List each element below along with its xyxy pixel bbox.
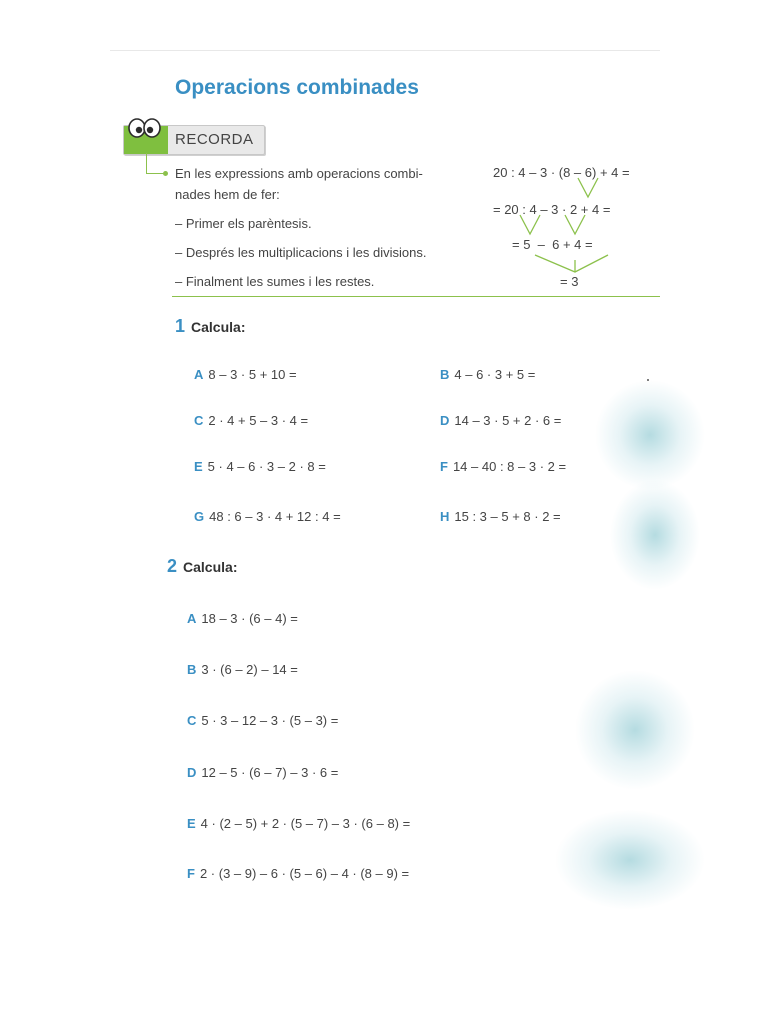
recorda-rule-item: – Després les multiplicacions i les divisions. (175, 245, 427, 260)
recorda-guide-dot (163, 171, 168, 176)
recorda-text-line: En les expressions amb operacions combi- (175, 166, 423, 181)
decorative-splash (575, 670, 695, 790)
item-expression: 14 – 3 · 5 + 2 · 6 = (454, 413, 562, 428)
example-step: 20 : 4 – 3 · (8 – 6) + 4 = (493, 165, 630, 180)
item-letter: D (187, 765, 197, 780)
exercise-1-item (440, 509, 561, 524)
decorative-splash (610, 480, 700, 590)
exercise-1-item (440, 413, 561, 428)
item-letter: B (187, 662, 197, 677)
exercise-1-item (194, 413, 308, 428)
item-expression: 14 – 40 : 8 – 3 · 2 = (452, 459, 567, 474)
item-expression: 8 – 3 · 5 + 10 = (208, 367, 297, 382)
item-letter: C (187, 713, 197, 728)
item-letter: G (194, 509, 205, 524)
item-expression: 2 · 4 + 5 – 3 · 4 = (208, 413, 309, 428)
exercise-1-item (194, 459, 326, 474)
recorda-text-line: nades hem de fer: (175, 187, 280, 202)
item-letter: F (187, 866, 195, 881)
example-result: = 3 (560, 274, 579, 289)
exercise-1-heading (175, 316, 245, 337)
item-expression: 15 : 3 – 5 + 8 · 2 = (454, 509, 561, 524)
exercise-1-title: Calcula: (191, 319, 246, 335)
page-dot (647, 379, 649, 381)
item-letter: C (194, 413, 204, 428)
exercise-1-number: 1 (175, 316, 186, 336)
exercise-2-number: 2 (167, 556, 178, 576)
decorative-splash (595, 380, 705, 490)
recorda-guide-line (146, 153, 147, 173)
item-expression: 18 – 3 · (6 – 4) = (201, 611, 298, 626)
item-letter: D (440, 413, 450, 428)
item-expression: 4 – 6 · 3 + 5 = (454, 367, 536, 382)
exercise-2-title: Calcula: (183, 559, 238, 575)
item-letter: H (440, 509, 450, 524)
exercise-2-item (187, 765, 338, 780)
exercise-2-item (187, 866, 409, 881)
item-expression: 4 · (2 – 5) + 2 · (5 – 7) – 3 · (6 – 8) = (200, 816, 411, 831)
item-expression: 48 : 6 – 3 · 4 + 12 : 4 = (209, 509, 341, 524)
example-step: = 20 : 4 – 3 · 2 + 4 = (493, 202, 611, 217)
item-letter: A (194, 367, 204, 382)
exercise-1-item (440, 459, 566, 474)
item-letter: F (440, 459, 448, 474)
exercise-2-item (187, 662, 298, 677)
recorda-badge (123, 117, 268, 157)
item-expression: 3 · (6 – 2) – 14 = (201, 662, 298, 677)
item-expression: 12 – 5 · (6 – 7) – 3 · 6 = (201, 765, 339, 780)
example-step: = 5 – 6 + 4 = (512, 237, 593, 252)
exercise-2-item (187, 816, 410, 831)
recorda-rule-item: – Finalment les sumes i les restes. (175, 274, 375, 289)
exercise-2-item (187, 611, 298, 626)
page-title: Operacions combinades (175, 76, 419, 99)
exercise-2-item (187, 713, 338, 728)
exercise-1-item (194, 509, 341, 524)
exercise-1-item (440, 367, 535, 382)
exercise-1-item (194, 367, 297, 382)
exercise-2-heading (167, 556, 237, 577)
item-letter: B (440, 367, 450, 382)
item-letter: A (187, 611, 197, 626)
recorda-label: RECORDA (175, 131, 254, 148)
item-letter: E (194, 459, 203, 474)
top-rule (110, 50, 660, 51)
item-expression: 5 · 4 – 6 · 3 – 2 · 8 = (207, 459, 326, 474)
item-letter: E (187, 816, 196, 831)
item-expression: 5 · 3 – 12 – 3 · (5 – 3) = (201, 713, 339, 728)
recorda-rule-item: – Primer els parèntesis. (175, 216, 312, 231)
item-expression: 2 · (3 – 9) – 6 · (5 – 6) – 4 · (8 – 9) = (199, 866, 410, 881)
section-divider (172, 296, 660, 297)
decorative-splash (555, 810, 705, 910)
eyes-icon (125, 117, 165, 139)
